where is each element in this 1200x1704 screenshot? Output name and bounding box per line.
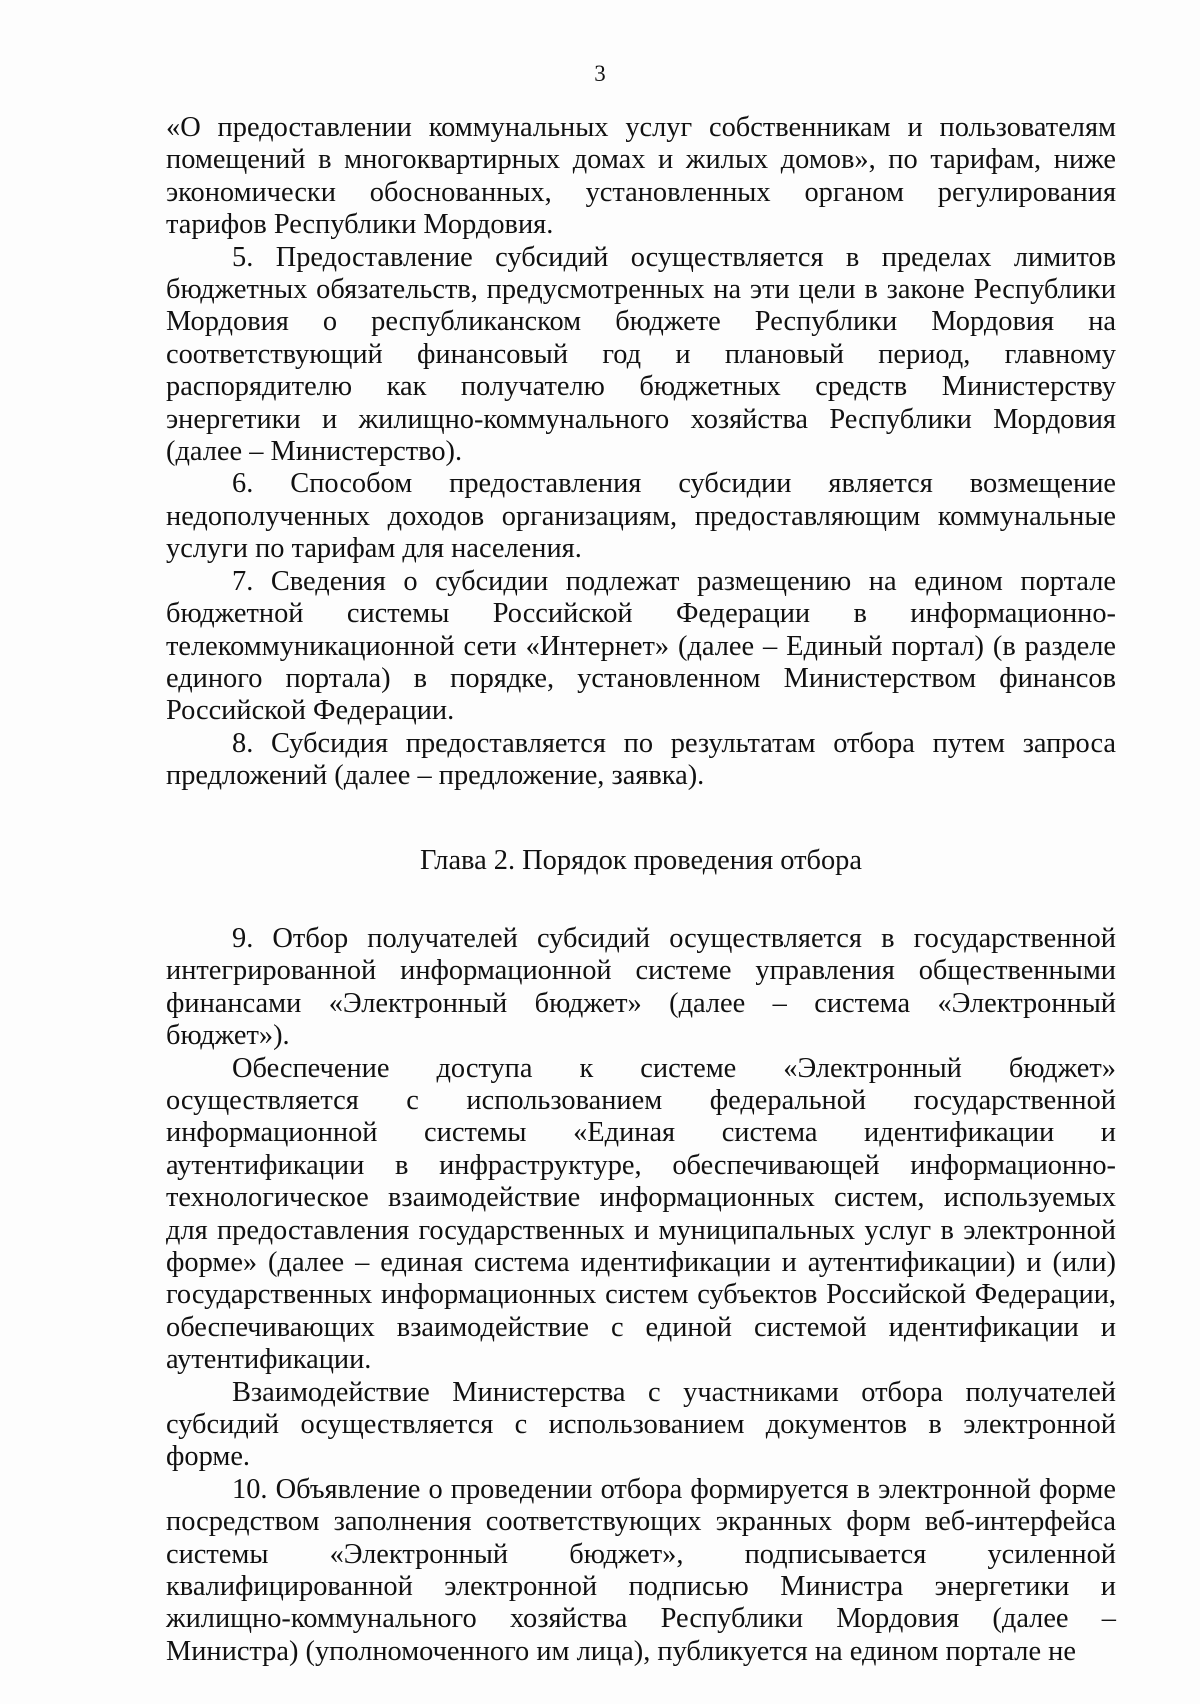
paragraph-7: 7. Сведения о субсидии подлежат размещению на едином портале бюджетной системы Российской Федерации в информационно-телекоммуникационной сети «Интернет» (далее – Единый портал) (в разделе единого портала) в порядке, установленном Министерством финансов Российской Федерации.: [166, 565, 1116, 727]
paragraph-9: 9. Отбор получателей субсидий осуществляется в государственной интегрированной информационной системе управления общественными финансами «Электронный бюджет» (далее – система «Электронный бюджет»).: [166, 922, 1116, 1052]
page-number: 3: [594, 61, 606, 86]
paragraph-10: 10. Объявление о проведении отбора формируется в электронной форме посредством заполнения соответствующих экранных форм веб-интерфейса системы «Электронный бюджет», подписывается усиленной квалифицированной электронной подписью Министра энергетики и жилищно-коммунального хозяйства Республики Мордовия (далее – Министра) (уполномоченного им лица), публикуется на едином портале не: [166, 1473, 1116, 1667]
chapter-heading: Глава 2. Порядок проведения отбора: [420, 844, 862, 876]
paragraph-8: 8. Субсидия предоставляется по результатам отбора путем запроса предложений (далее – предложение, заявка).: [166, 727, 1116, 792]
paragraph-continuation: «О предоставлении коммунальных услуг собственникам и пользователям помещений в многоквартирных домах и жилых домов», по тарифам, ниже экономически обоснованных, установленных органом регулирования тарифов Республики Мордовия.: [166, 112, 1116, 241]
paragraph-access: Обеспечение доступа к системе «Электронный бюджет» осуществляется с использованием федеральной государственной информационной системы «Единая система идентификации и аутентификации в инфраструктуре, обеспечивающей информационно-технологическое взаимодействие информационных систем, используемых для предоставления государственных и муниципальных услуг в электронной форме» (далее – единая система идентификации и аутентификации) и (или) государственных информационных систем субъектов Российской Федерации, обеспечивающих взаимодействие с единой системой идентификации и аутентификации.: [166, 1052, 1116, 1376]
paragraph-5: 5. Предоставление субсидий осуществляется в пределах лимитов бюджетных обязательств, предусмотренных на эти цели в законе Республики Мордовия о республиканском бюджете Республики Мордовия на соответствующий финансовый год и плановый период, главному распорядителю как получателю бюджетных средств Министерству энергетики и жилищно-коммунального хозяйства Республики Мордовия (далее – Министерство).: [166, 241, 1116, 468]
paragraph-6: 6. Способом предоставления субсидии является возмещение недополученных доходов организациям, предоставляющим коммунальные услуги по тарифам для населения.: [166, 468, 1116, 565]
document-body: [166, 112, 1116, 1668]
paragraph-interaction: Взаимодействие Министерства с участниками отбора получателей субсидий осуществляется с использованием документов в электронной форме.: [166, 1376, 1116, 1473]
